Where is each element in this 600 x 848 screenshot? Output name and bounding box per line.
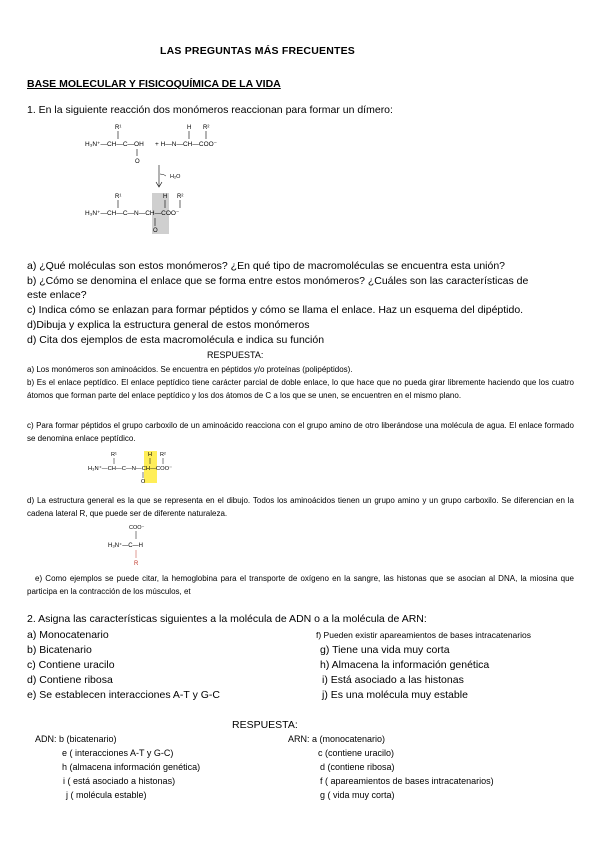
q2-right-g: g) Tiene una vida muy corta <box>320 644 450 656</box>
reaction-o1-label: O <box>135 159 140 165</box>
adn-item-i: i ( está asociado a histonas) <box>63 776 176 786</box>
adn-item-h: h (almacena información genética) <box>62 762 201 772</box>
question-1b-cont: este enlace? <box>27 289 87 301</box>
amino-acid-center-row: H₃N⁺—C—H <box>108 543 143 549</box>
adn-label: ADN: b (bicatenario) <box>35 734 117 744</box>
q2-right-f: f) Pueden existir apareamientos de bases intracatenarios <box>316 630 531 640</box>
dimer-o-label: O <box>153 228 158 234</box>
arn-item-d: d (contiene ribosa) <box>320 762 395 772</box>
question-1c: c) Indica cómo se enlazan para formar péptidos y cómo se llama el enlace. Haz un esquema del dipéptido. <box>27 304 524 316</box>
answer-1b: b) Es el enlace peptídico. El enlace peptídico tiene carácter parcial de doble enlace, lo que hace que no pueda girar libremente haciendo que los cuatro átomos que forman parte del enlace peptídico y los dos átomos de C a los que se unen, se encuentren en el mismo plano. <box>27 378 574 400</box>
q2-right-i: i) Está asociado a las histonas <box>322 674 464 686</box>
dimer-r2-label: R² <box>177 194 184 200</box>
arn-item-c: c (contiene uracilo) <box>318 748 395 758</box>
reaction-water-label: H₂O <box>170 174 181 180</box>
answer-1d: d) La estructura general es la que se representa en el dibujo. Todos los aminoácidos tienen un grupo amino y un grupo carboxilo. Se diferencian en la cadena lateral R, que puede ser de diferente naturaleza. <box>27 496 574 518</box>
page-title: LAS PREGUNTAS MÁS FRECUENTES <box>160 45 355 57</box>
dipeptide-o-label: O <box>141 479 146 485</box>
answer-1e: e) Como ejemplos se puede citar, la hemoglobina para el transporte de oxígeno en la sangre, las histonas que se asocian al DNA, la miosina que participa en la contracción de los músculos, et <box>27 574 574 596</box>
dipeptide-r2-label: R² <box>160 452 166 458</box>
q2-left-e: e) Se establecen interacciones A-T y G-C <box>27 689 220 701</box>
arn-item-f: f ( apareamientos de bases intracatenarios) <box>320 776 494 786</box>
answer-1a: a) Los monómeros son aminoácidos. Se encuentra en péptidos y/o proteínas (polipéptidos). <box>27 365 353 374</box>
reaction-h-label: H <box>187 125 192 131</box>
question-1a: a) ¿Qué moléculas son estos monómeros? ¿En qué tipo de macromoléculas se encuentra esta unión? <box>27 260 506 272</box>
dipeptide-chain: H₃N⁺—CH—C—N—CH—COO⁻ <box>88 466 173 472</box>
q2-left-d: d) Contiene ribosa <box>27 674 113 686</box>
amino-acid-coo-label: COO⁻ <box>129 525 145 531</box>
question-1-intro: 1. En la siguiente reacción dos monómeros reaccionan para formar un dímero: <box>27 104 393 116</box>
dipeptide-r1-label: R¹ <box>111 452 117 458</box>
arn-label: ARN: a (monocatenario) <box>288 734 386 744</box>
question-1b: b) ¿Cómo se denomina el enlace que se forma entre estos monómeros? ¿Cuáles son las características de <box>27 275 529 287</box>
dimer-h-label: H <box>163 194 168 200</box>
arn-item-g: g ( vida muy corta) <box>320 790 395 800</box>
q2-left-c: c) Contiene uracilo <box>27 659 115 671</box>
section-title: BASE MOLECULAR Y FISICOQUÍMICA DE LA VIDA <box>27 78 281 90</box>
peptide-reaction-diagram <box>85 120 255 235</box>
amino-acid-structure-diagram <box>108 522 168 568</box>
reaction-monomer1: H₃N⁺—CH—C—OH <box>85 141 144 148</box>
question-1d: d)Dibuja y explica la estructura general de estos monómeros <box>27 319 310 331</box>
q2-left-a: a) Monocatenario <box>27 629 109 641</box>
adn-item-j: j ( molécula estable) <box>66 790 147 800</box>
question-2-intro: 2. Asigna las características siguientes a la molécula de ADN o a la molécula de ARN: <box>27 613 427 625</box>
q2-right-j: j) Es una molécula muy estable <box>322 689 468 701</box>
reaction-dimer: H₃N⁺—CH—C—N—CH—COO⁻ <box>85 210 180 217</box>
answer-1-title: RESPUESTA: <box>207 350 264 360</box>
adn-item-e: e ( interacciones A-T y G-C) <box>62 748 174 758</box>
q2-left-b: b) Bicatenario <box>27 644 92 656</box>
amino-acid-r-label: R <box>134 561 139 567</box>
reaction-r1-label: R¹ <box>115 125 122 131</box>
dipeptide-h-label: H <box>148 452 152 458</box>
answer-1c: c) Para formar péptidos el grupo carboxilo de un aminoácido reacciona con el grupo amino de otro liberándose una molécula de agua. El enlace formado se denomina enlace peptídico. <box>27 421 574 443</box>
dipeptide-diagram <box>88 448 203 486</box>
q2-right-h: h) Almacena la información genética <box>320 659 490 671</box>
reaction-r2-label: R² <box>203 125 210 131</box>
dimer-r1-label: R¹ <box>115 194 122 200</box>
question-1e: d) Cita dos ejemplos de esta macromolécula e indica su función <box>27 334 325 346</box>
reaction-monomer2: + H—N—CH—COO⁻ <box>155 141 218 148</box>
answer-2-title: RESPUESTA: <box>232 719 298 731</box>
